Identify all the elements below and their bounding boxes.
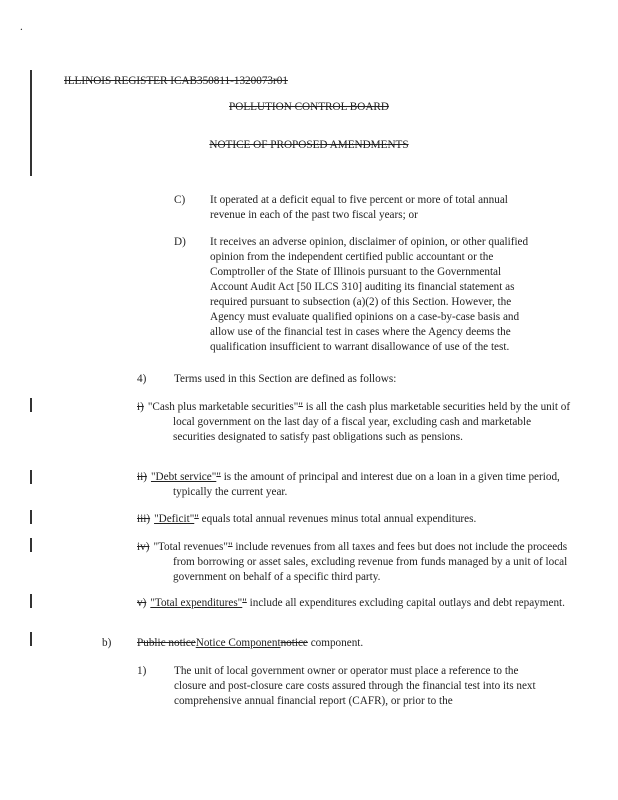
definition-body: equals total annual revenues minus total annual expenditures. — [198, 513, 477, 525]
section-b-text — [137, 636, 537, 651]
deleted-quote: " — [216, 471, 221, 483]
change-bar-section-b — [30, 632, 32, 646]
deleted-quote: " — [242, 597, 247, 609]
section-b-deleted-lead: Public notice — [137, 637, 196, 649]
board-title: POLLUTION CONTROL BOARD — [229, 101, 389, 113]
item-4-text: Terms used in this Section are defined as follows: — [174, 373, 397, 385]
notice-title: NOTICE OF PROPOSED AMENDMENTS — [209, 139, 409, 151]
definition-body: include revenues from all taxes and fees but does not include the proceeds from borrowing or asset sales, excluding revenue from funds managed by a unit of local government on behalf of a specific third party. — [173, 541, 568, 583]
item-c-label: C) — [174, 194, 186, 206]
item-4-label: 4) — [137, 373, 147, 385]
item-d-label: D) — [174, 236, 186, 248]
definition-term: "Cash plus marketable securities" — [147, 401, 299, 413]
definition-body: is the amount of principal and interest due on a loan in a given time period, typically the current year. — [173, 471, 560, 498]
item-c-text: It operated at a deficit equal to five percent or more of total annual revenue in each of the past two fiscal years; or — [210, 194, 508, 221]
section-b-label: b) — [102, 637, 112, 649]
definition-marker: ii) — [137, 471, 147, 483]
change-bar-def-1 — [30, 398, 32, 412]
item-1-label: 1) — [137, 665, 147, 677]
change-bar-def-5 — [30, 594, 32, 608]
change-bar-def-2 — [30, 470, 32, 484]
section-b-deleted: notice — [280, 637, 308, 649]
definition-term: "Deficit" — [154, 513, 195, 525]
item-1-text: The unit of local government owner or operator must place a reference to the closure and post-closure care costs assured through the financial test into its next comprehensive annual financial report (CAFR), or prior to the — [174, 665, 536, 707]
deleted-quote: " — [194, 513, 199, 525]
definition-total-expenditures — [137, 596, 573, 611]
item-d-text: It receives an adverse opinion, disclaimer of opinion, or other qualified opinion from the independent certified public accountant or the Comptroller of the State of Illinois pursuant to the Governmental Account Audit Act [50 ILCS 310] auditing its financial statement as required pursuant to subsection (a)(2) of this Section. However, the Agency must evaluate qualified opinions on a case-by-case basis and allow use of the financial test in cases where the Agency deems the qualification insufficient to warrant disallowance of use of the test. — [210, 236, 529, 353]
definition-marker: v) — [137, 597, 147, 609]
definition-cash — [137, 400, 573, 445]
definition-body: is all the cash plus marketable securities held by the unit of local government on the last day of a fiscal year, excluding cash and marketable securities designated to satisfy past obligations such as pensions. — [173, 401, 571, 443]
definition-body: include all expenditures excluding capital outlays and debt repayment. — [246, 597, 565, 609]
definition-term: "Total expenditures" — [150, 597, 243, 609]
register-line: ILLINOIS REGISTER ICAB350811-1320073r01 — [64, 75, 288, 87]
stray-mark: . — [20, 21, 23, 33]
change-bar-def-4 — [30, 538, 32, 552]
definition-marker: i) — [137, 401, 144, 413]
section-b-inserted: Notice Component — [195, 637, 281, 649]
deleted-quote: " — [298, 401, 303, 413]
section-b-tail: component. — [307, 637, 364, 649]
definition-marker: iv) — [137, 541, 150, 553]
change-bar-header — [30, 70, 32, 176]
definition-deficit — [137, 512, 573, 527]
definition-term: "Total revenues" — [153, 541, 228, 553]
definition-marker: iii) — [137, 513, 151, 525]
definition-term: "Debt service" — [150, 471, 217, 483]
deleted-quote: " — [227, 541, 233, 553]
change-bar-def-3 — [30, 510, 32, 524]
definition-total-revenues — [137, 540, 573, 585]
definition-debt-service — [137, 470, 573, 500]
